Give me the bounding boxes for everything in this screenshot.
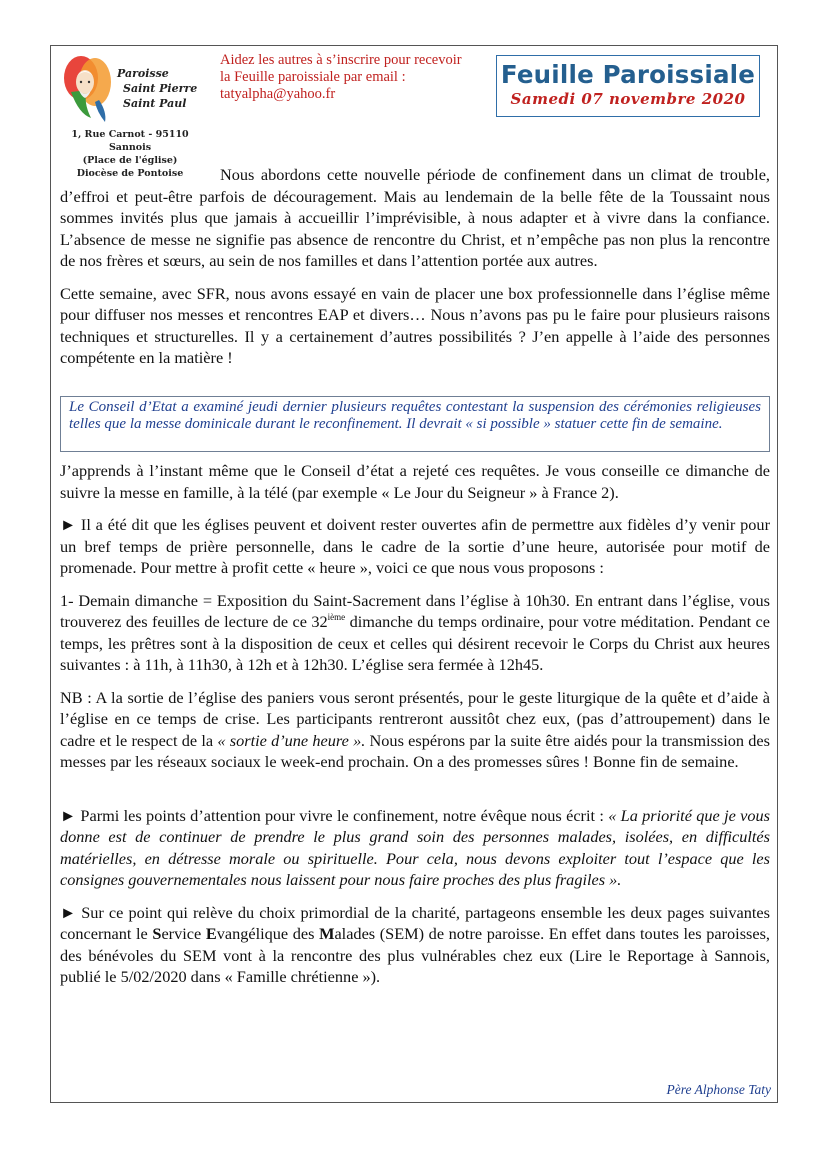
intro-text: Nous abordons cette nouvelle période de confinement dans un climat de trouble, d’effroi et peut-être parfois de découragement. Mais au lendemain de la belle fête de la Toussaint nous sommes invités plus que jamais à accueillir l’imprévisible, à nous adapter et à vivre dans la confiance. L’absence de messe ne signifie pas absence de rencontre du Christ, et n’empêche pas non plus la rencontre de nos frères et sœurs, au sein de nos familles et dans l’attention portée aux autres. xyxy=(60,165,770,270)
parish-name-line: Saint Paul xyxy=(123,97,187,110)
paragraph-text: ► Sur ce point qui relève du choix primordial de la charité, partageons ensemble les deux pages suivantes concernant le xyxy=(60,902,770,943)
acronym-letter: M xyxy=(319,924,335,943)
article-body-continued xyxy=(60,460,770,988)
superscript: ième xyxy=(327,612,346,622)
paragraph: J’apprends à l’instant même que le Conseil d’état a rejeté ces requêtes. Je vous conseille ce dimanche de suivre la messe en famille, à la télé (par exemple « Le Jour du Seigneur » à France 2). xyxy=(60,461,770,502)
parish-name-line: Saint Pierre xyxy=(123,82,198,95)
newsletter-title: Feuille Paroissiale xyxy=(500,60,756,89)
emphasis-text: « sortie d’une heure ». xyxy=(217,730,366,750)
parish-emblem-icon xyxy=(61,52,121,124)
paragraph-text: NB : A la sortie de l’église des paniers vous seront présentés, pour le geste liturgique de la quête et d’aide à l’église en ce temps de crise. Les participants rentreront aussitôt chez eux, (pas d’attroupement) dans le cadre et le respect de la xyxy=(60,687,770,750)
paragraph xyxy=(60,687,770,773)
email-invite: Aidez les autres à s’inscrire pour recevoir la Feuille paroissiale par email : tatyalpha@yahoo.fr xyxy=(220,52,462,102)
newsletter-title-box xyxy=(496,55,760,117)
paragraph xyxy=(60,805,770,891)
bishop-quote: « La priorité que je vous donne est de continuer de prendre le plus grand soin des personnes malades, isolées, en difficultés matérielles, en détresse morale ou spirituelle. Pour cela, nous devons exploiter tout l’espace que les consignes gouvernementales nous laissent pour nous faire proches des plus fragiles ». xyxy=(60,805,770,889)
parish-name-line: Paroisse xyxy=(117,67,169,80)
paragraph-text: 1- Demain dimanche = Exposition du Saint-Sacrement dans l’église à 10h30. En entrant dans l’église, vous trouverez des feuilles de lecture de ce 32 xyxy=(60,590,770,631)
council-quote: Le Conseil d’Etat a examiné jeudi dernier plusieurs requêtes contestant la suspension des cérémonies religieuses telles que la messe dominicale durant le reconfinement. Il devrait « si possible » statuer cette fin de semaine. xyxy=(60,396,770,452)
newsletter-date: Samedi 07 novembre 2020 xyxy=(510,90,746,108)
acronym-letter: E xyxy=(205,924,217,943)
signature: Père Alphonse Taty xyxy=(666,1082,771,1097)
paragraph-text: Nous espérons par la suite être aidés pour la transmission des messes par les réseaux sociaux le week-end prochain. On a des promesses sûres ! Bonne fin de semaine. xyxy=(60,730,770,771)
parish-name xyxy=(117,66,197,111)
paragraph-text: dimanche du temps ordinaire, pour votre méditation. Pendant ce temps, les prêtres sont à la disposition de ceux et celles qui désirent recevoir le Corps du Christ aux heures suivantes : à 11h, à 11h30, à 12h et à 12h30. L’église sera fermée à 12h45. xyxy=(60,612,770,674)
paragraph-text: ► Parmi les points d’attention pour vivre le confinement, notre évêque nous écrit : xyxy=(60,805,609,825)
parish-logo xyxy=(55,52,205,179)
paragraph-text: ervice xyxy=(161,924,206,943)
article-body xyxy=(60,164,770,369)
paragraph: Cette semaine, avec SFR, nous avons essayé en vain de placer une box professionnelle dans l’église même pour diffuser nos messes et rencontres EAP et divers… Nous n’avons pas pu le faire pour plusieurs raisons techniques et structurelles. Il y a certainement d’autres possibilités ? J’en appelle à l’aide des personnes compétente en la matière ! xyxy=(60,283,770,367)
intro-paragraph xyxy=(60,164,770,272)
paragraph-text: vangélique des xyxy=(216,924,320,943)
address-line: Diocèse de Pontoise xyxy=(76,168,184,179)
address-line: 1, Rue Carnot - 95110 Sannois xyxy=(71,129,189,153)
acronym-letter: S xyxy=(152,924,162,943)
paragraph xyxy=(60,902,770,988)
paragraph-text: alades (SEM) de notre paroisse. En effet dans toutes les paroisses, des bénévoles du SEM vont à la rencontre des plus vulnérables chez eux (Lire le Reportage à Sannois, publié le 5/02/2020 dans « Famille chrétienne »). xyxy=(60,924,770,986)
paragraph: ► Il a été dit que les églises peuvent et doivent rester ouvertes afin de permettre aux fidèles d’y venir pour un bref temps de prière personnelle, dans le cadre de la sortie d’une heure, autorisée pour motif de promenade. Pour mettre à profit cette « heure », voici ce que nous vous proposons : xyxy=(60,515,770,577)
address-line: (Place de l'église) xyxy=(82,155,178,166)
paragraph xyxy=(60,590,770,676)
